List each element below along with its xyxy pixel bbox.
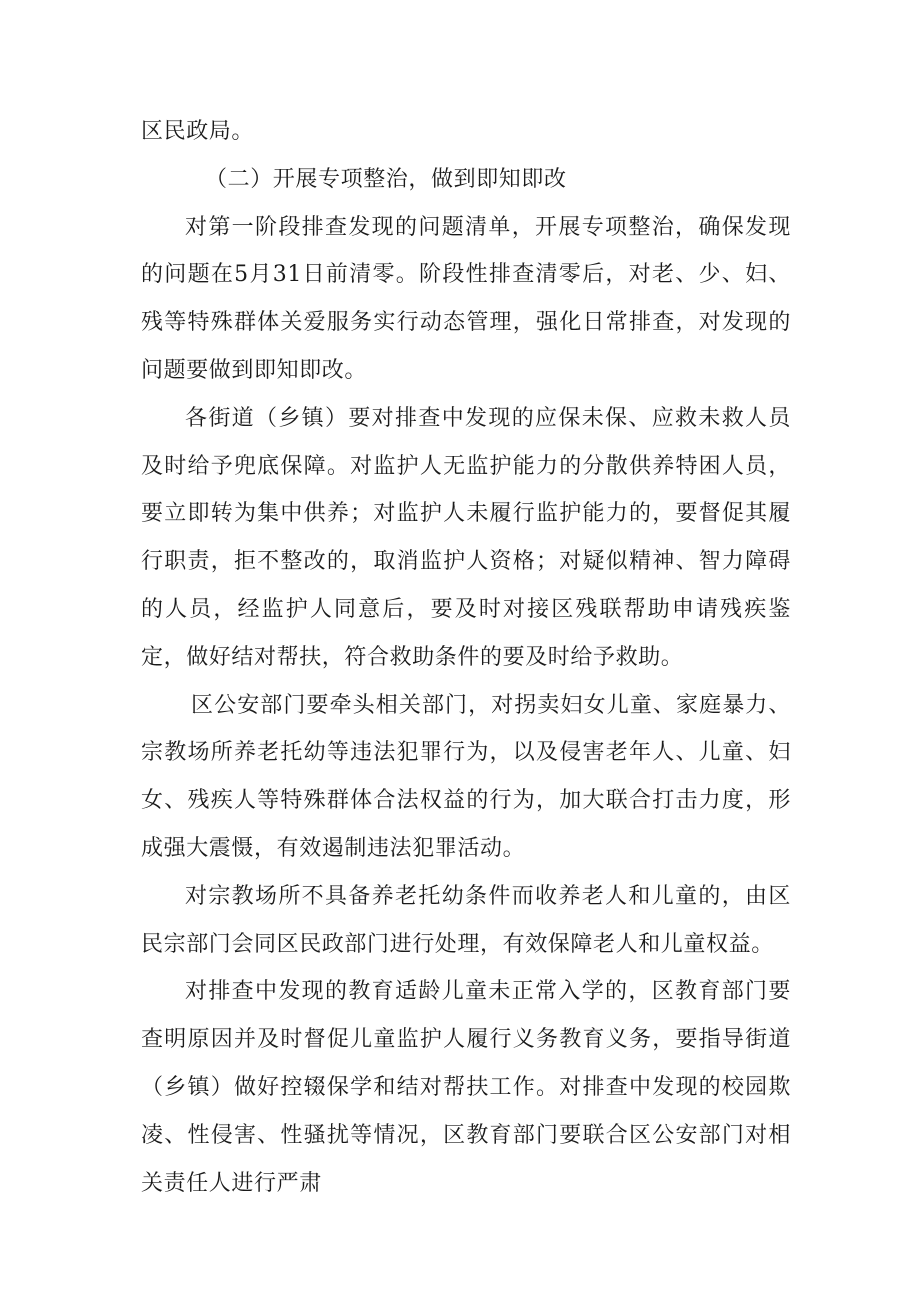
document-body <box>141 108 791 1207</box>
paragraph-street-guarantee: 各街道（乡镇）要对排查中发现的应保未保、应救未救人员及时给予兜底保障。对监护人无监护能力的分散供养特困人员，要立即转为集中供养；对监护人未履行监护能力的，要督促其履行职责，拒不整改的，取消监护人资格；对疑似精神、智力障碍的人员，经监护人同意后，要及时对接区残联帮助申请残疾鉴定，做好结对帮扶，符合救助条件的要及时给予救助。 <box>141 405 791 670</box>
paragraph-religious-venues: 对宗教场所不具备养老托幼条件而收养老人和儿童的，由区民宗部门会同区民政部门进行处理，有效保障老人和儿童权益。 <box>141 883 791 957</box>
paragraph-public-security: 区公安部门要牵头相关部门，对拐卖妇女儿童、家庭暴力、宗教场所养老托幼等违法犯罪行为，以及侵害老年人、儿童、妇女、残疾人等特殊群体合法权益的行为，加大联合打击力度，形成强大震慑，有效遏制违法犯罪活动。 <box>141 692 791 861</box>
section-heading: （二）开展专项整治，做到即知即改 <box>205 166 567 192</box>
paragraph-education: 对排查中发现的教育适龄儿童未正常入学的，区教育部门要查明原因并及时督促儿童监护人履行义务教育义务，要指导街道（乡镇）做好控辍保学和结对帮扶工作。对排查中发现的校园欺凌、性侵害、性骚扰等情况，区教育部门要联合区公安部门对相关责任人进行严肃 <box>141 979 791 1196</box>
paragraph-continuation: 区民政局。 <box>141 119 255 144</box>
paragraph-rectification: 对第一阶段排查发现的问题清单，开展专项整治，确保发现的问题在5月31日前清零。阶段性排查清零后，对老、少、妇、残等特殊群体关爱服务实行动态管理，强化日常排查，对发现的问题要做到即知即改。 <box>141 214 791 383</box>
